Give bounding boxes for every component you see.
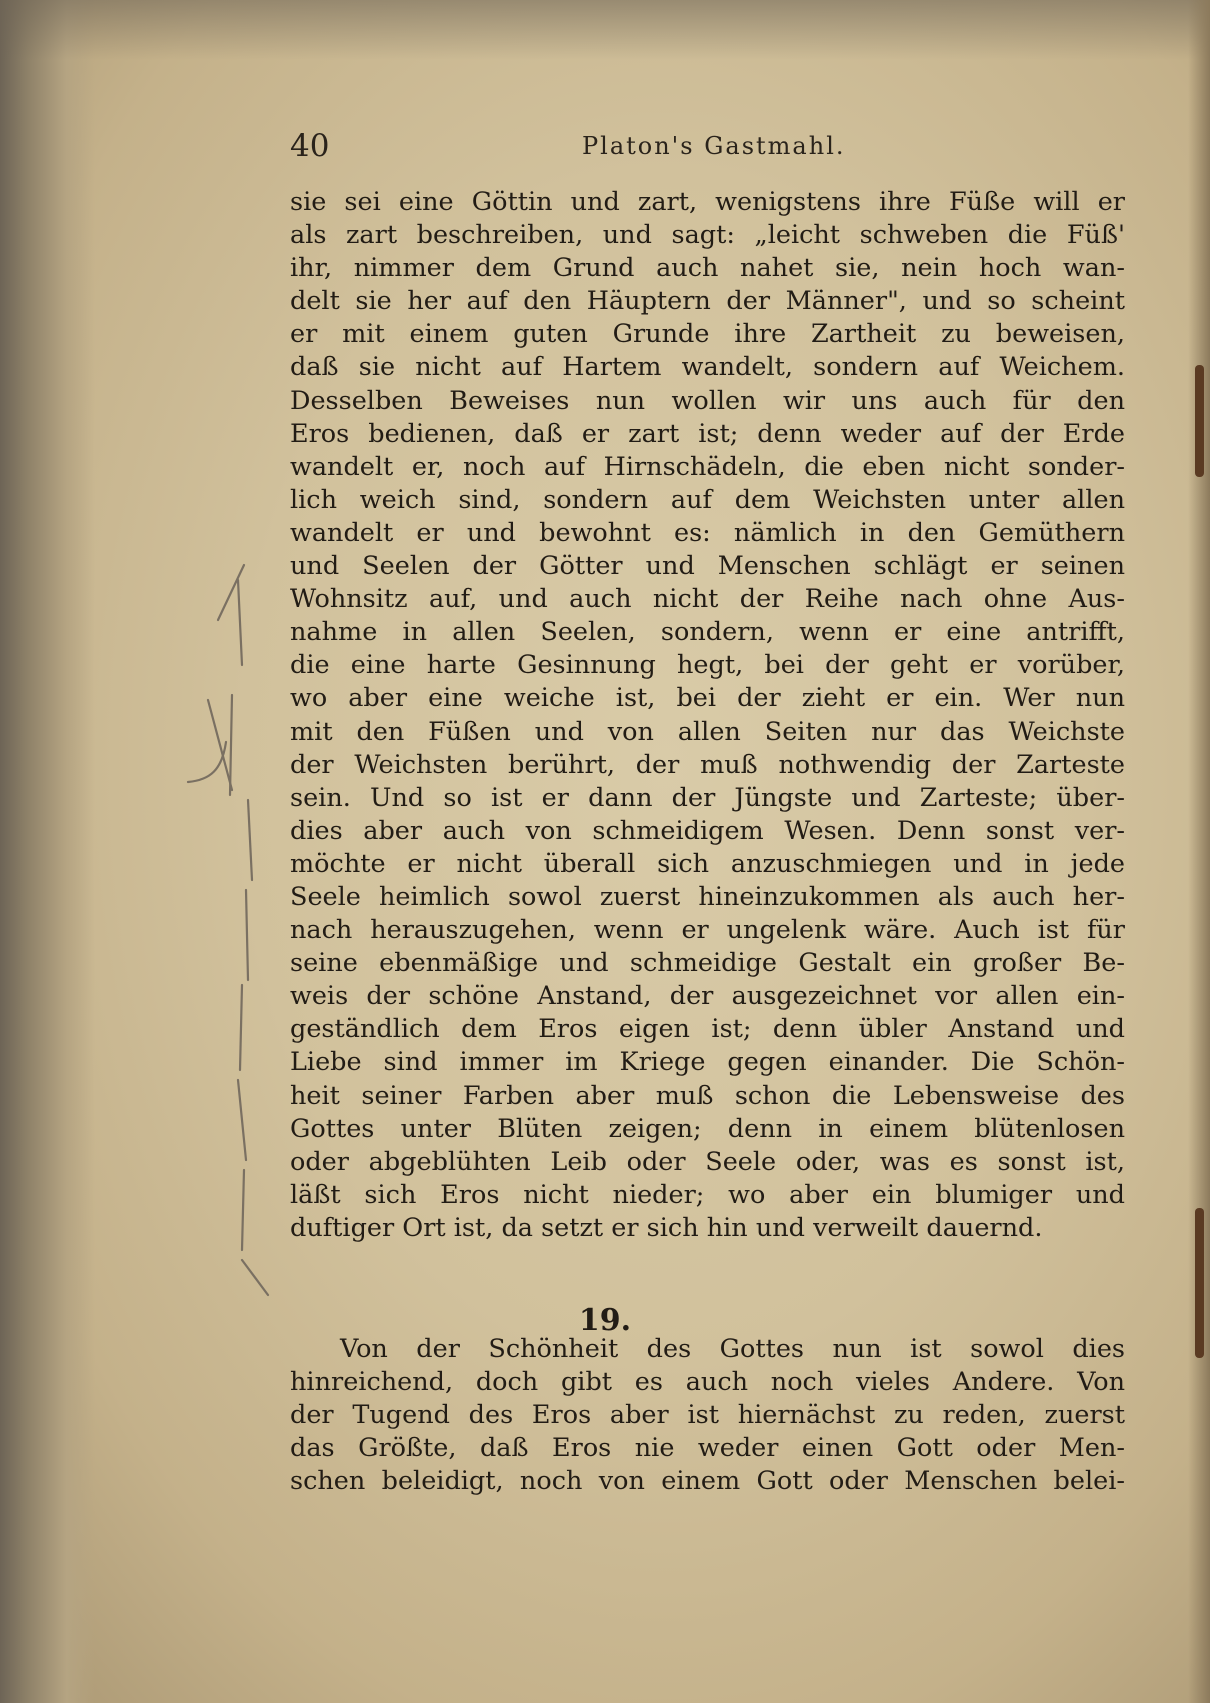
- text-line: oder abgeblühten Leib oder Seele oder, was es sonst ist,: [290, 1146, 1125, 1177]
- text-line: nach herauszugehen, wenn er ungelenk wäre. Auch ist für: [290, 915, 1125, 946]
- text-line: sein. Und so ist er dann der Jüngste und Zarteste; über-: [290, 782, 1125, 813]
- text-line: Seele heimlich sowol zuerst hineinzukommen als auch her-: [290, 881, 1125, 912]
- text-line: geständlich dem Eros eigen ist; denn übler Anstand und: [290, 1014, 1125, 1045]
- body-text: [290, 186, 1125, 1245]
- text-line: delt sie her auf den Häuptern der Männer", und so scheint: [290, 286, 1125, 317]
- page-number: 40: [290, 128, 330, 164]
- text-line: daß sie nicht auf Hartem wandelt, sondern auf Weichem.: [290, 352, 1125, 383]
- pencil-margin-marks: [180, 560, 270, 1300]
- text-line: wo aber eine weiche ist, bei der zieht er ein. Wer nun: [290, 683, 1125, 714]
- text-line: dies aber auch von schmeidigem Wesen. Denn sonst ver-: [290, 815, 1125, 846]
- text-line: nahme in allen Seelen, sondern, wenn er eine antrifft,: [290, 617, 1125, 648]
- text-line: heit seiner Farben aber muß schon die Lebensweise des: [290, 1080, 1125, 1111]
- text-line: die eine harte Gesinnung hegt, bei der geht er vorüber,: [290, 650, 1125, 681]
- binding-thread-mark: [1195, 365, 1204, 477]
- text-line: sie sei eine Göttin und zart, wenigstens ihre Füße will er: [290, 187, 1125, 217]
- text-line: läßt sich Eros nicht nieder; wo aber ein blumiger und: [290, 1179, 1125, 1210]
- page-edge: [1188, 0, 1210, 1703]
- text-line: Gottes unter Blüten zeigen; denn in einem blütenlosen: [290, 1113, 1125, 1144]
- running-title: Platon's Gastmahl.: [582, 132, 846, 160]
- text-line: als zart beschreiben, und sagt: „leicht schweben die Füß': [290, 220, 1125, 251]
- text-line: Wohnsitz auf, und auch nicht der Reihe nach ohne Aus-: [290, 584, 1125, 615]
- text-line: seine ebenmäßige und schmeidige Gestalt ein großer Be-: [290, 948, 1125, 979]
- text-line: der Tugend des Eros aber ist hiernächst zu reden, zuerst: [290, 1400, 1125, 1431]
- gutter-shadow: [0, 0, 95, 1703]
- text-line: das Größte, daß Eros nie weder einen Gott oder Men-: [290, 1433, 1125, 1464]
- text-line: Eros bedienen, daß er zart ist; denn weder auf der Erde: [290, 418, 1125, 449]
- text-line: und Seelen der Götter und Menschen schlägt er seinen: [290, 551, 1125, 582]
- text-line: Liebe sind immer im Kriege gegen einander. Die Schön-: [290, 1047, 1125, 1078]
- text-line: möchte er nicht überall sich anzuschmiegen und in jede: [290, 848, 1125, 879]
- page-header: [290, 128, 850, 168]
- text-line: schen beleidigt, noch von einem Gott oder Menschen belei-: [290, 1466, 1125, 1497]
- text-line: Von der Schönheit des Gottes nun ist sowol dies: [340, 1334, 1125, 1364]
- section-number: 19.: [578, 1303, 632, 1338]
- text-line: weis der schöne Anstand, der ausgezeichnet vor allen ein-: [290, 981, 1125, 1012]
- text-line: wandelt er und bewohnt es: nämlich in den Gemüthern: [290, 517, 1125, 548]
- text-line: er mit einem guten Grunde ihre Zartheit zu beweisen,: [290, 319, 1125, 350]
- text-line: Desselben Beweises nun wollen wir uns auch für den: [290, 385, 1125, 416]
- top-shadow: [0, 0, 1210, 60]
- text-line: wandelt er, noch auf Hirnschädeln, die eben nicht sonder-: [290, 451, 1125, 482]
- text-line: mit den Füßen und von allen Seiten nur das Weichste: [290, 716, 1125, 747]
- text-line: der Weichsten berührt, der muß nothwendig der Zarteste: [290, 749, 1125, 780]
- text-line: lich weich sind, sondern auf dem Weichsten unter allen: [290, 484, 1125, 515]
- text-line: ihr, nimmer dem Grund auch nahet sie, nein hoch wan-: [290, 253, 1125, 284]
- text-line: duftiger Ort ist, da setzt er sich hin und verweilt dauernd.: [290, 1212, 1043, 1243]
- section-text: [290, 1333, 1125, 1498]
- text-line: hinreichend, doch gibt es auch noch vieles Andere. Von: [290, 1367, 1125, 1398]
